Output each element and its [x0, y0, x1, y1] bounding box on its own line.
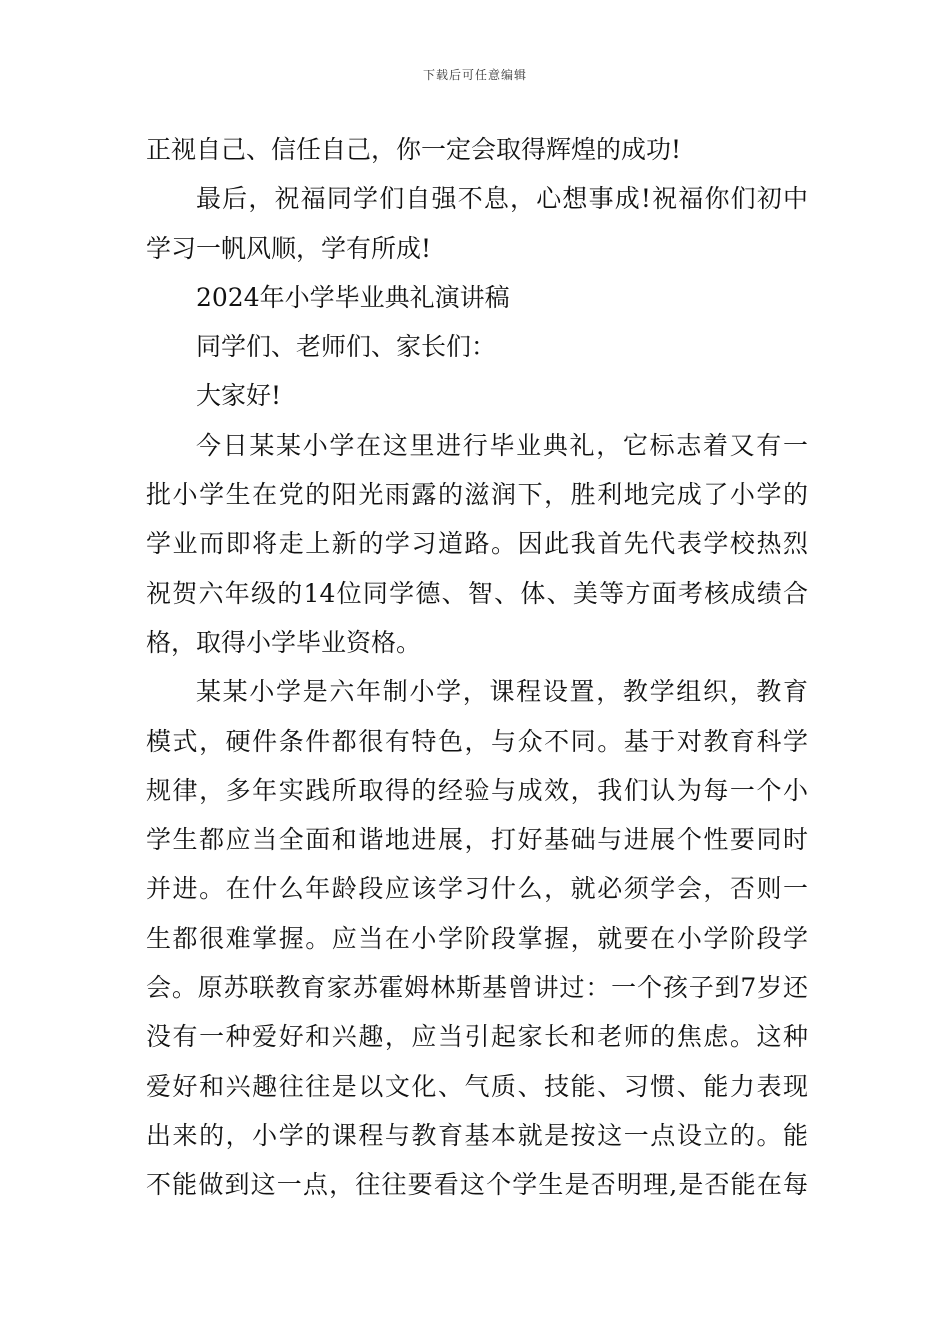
text-line: 大家好! — [196, 381, 282, 411]
text-line: 批小学生在党的阳光雨露的滋润下，胜利地完成了小学的 — [146, 480, 808, 510]
text-line: 没有一种爱好和兴趣，应当引起家长和老师的焦虑。这种 — [146, 1022, 808, 1052]
text-line: 并进。在什么年龄段应该学习什么，就必须学会，否则一 — [146, 874, 808, 904]
text-line: 出来的，小学的课程与教育基本就是按这一点设立的。能 — [146, 1120, 808, 1150]
text-line: 某某小学是六年制小学，课程设置，教学组织，教育 — [196, 677, 808, 707]
page-header-note: 下载后可任意编辑 — [422, 68, 527, 82]
text-line: 2024年小学毕业典礼演讲稿 — [196, 282, 510, 312]
text-line: 学生都应当全面和谐地进展，打好基础与进展个性要同时 — [146, 825, 808, 855]
text-line: 生都很难掌握。应当在小学阶段掌握，就要在小学阶段学 — [146, 923, 808, 953]
text-line: 模式，硬件条件都很有特色，与众不同。基于对教育科学 — [146, 726, 808, 756]
text-line: 同学们、老师们、家长们： — [196, 332, 497, 362]
text-line: 最后，祝福同学们自强不息，心想事成!祝福你们初中 — [196, 184, 808, 214]
text-line: 格，取得小学毕业资格。 — [146, 627, 422, 657]
text-line: 会。原苏联教育家苏霍姆林斯基曾讲过：一个孩子到7岁还 — [146, 973, 808, 1003]
text-line: 学业而即将走上新的学习道路。因此我首先代表学校热烈 — [146, 529, 808, 559]
text-line: 祝贺六年级的14位同学德、智、体、美等方面考核成绩合 — [146, 578, 808, 608]
text-line: 正视自己、信任自己，你一定会取得辉煌的成功! — [146, 135, 682, 164]
text-line: 不能做到这一点，往往要看这个学生是否明理,是否能在每 — [146, 1170, 808, 1200]
text-line: 爱好和兴趣往往是以文化、气质、技能、习惯、能力表现 — [146, 1071, 808, 1101]
document-body — [146, 125, 808, 1210]
text-line: 规律，多年实践所取得的经验与成效，我们认为每一个小 — [146, 775, 808, 805]
text-line: 今日某某小学在这里进行毕业典礼，它标志着又有一 — [196, 430, 808, 460]
text-line: 学习一帆风顺，学有所成! — [146, 233, 432, 263]
